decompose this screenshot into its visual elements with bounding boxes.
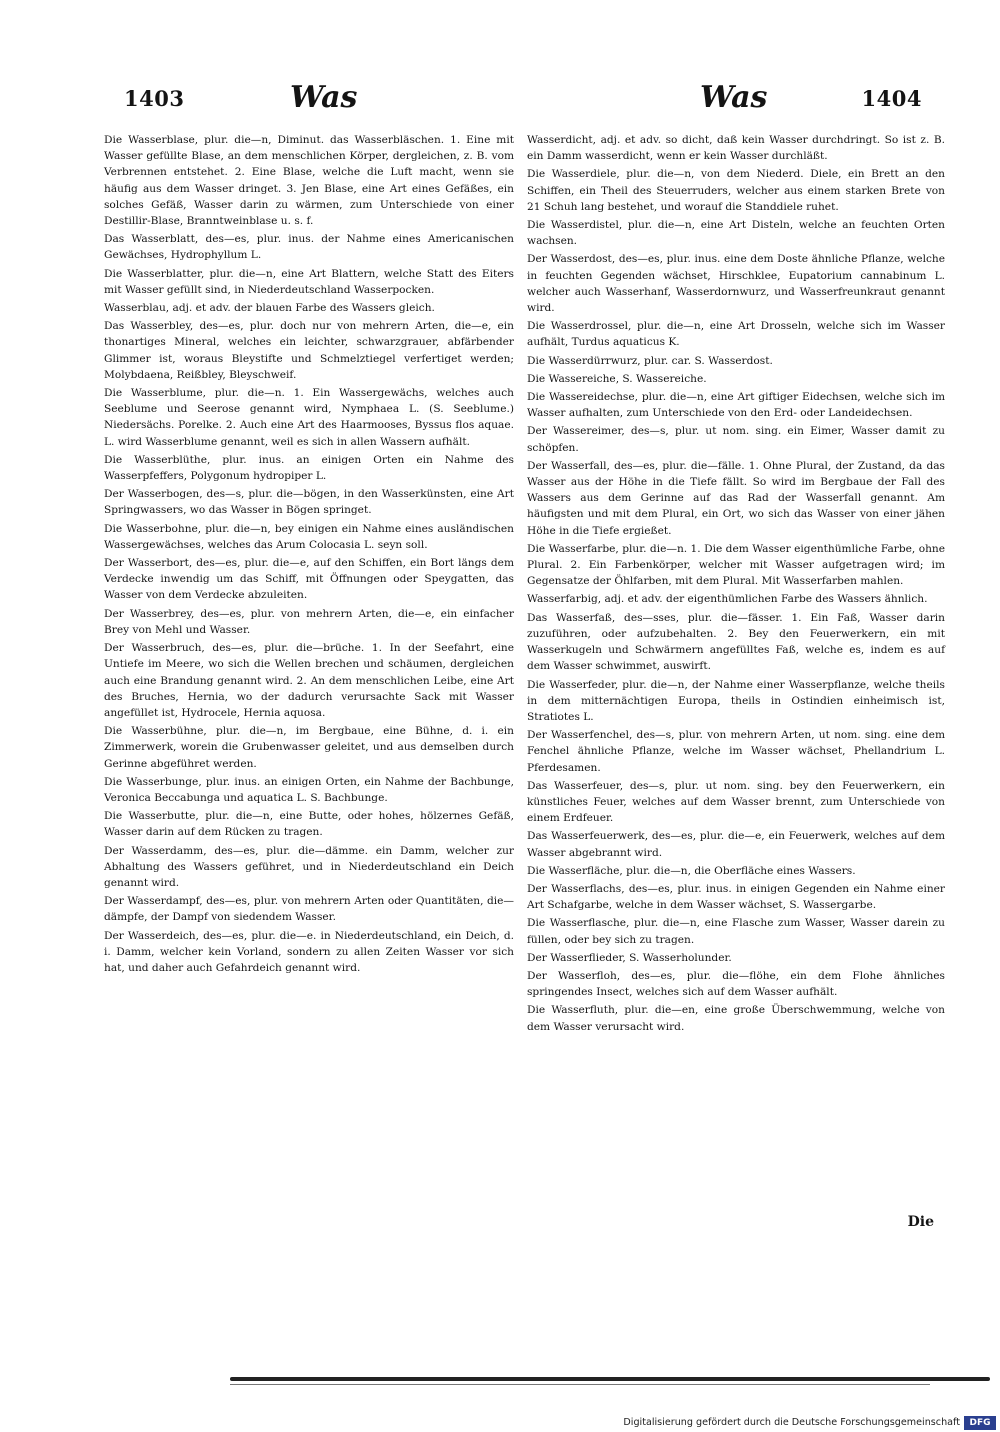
page-header	[0, 80, 1000, 126]
dictionary-entry: Die Wasserfeder, plur. die—n, der Nahme einer Wasserpflanze, welche theils in dem mitternächtigen Europa, theils in Ostindien einheimisch ist, Stratiotes L.	[527, 678, 945, 723]
dictionary-entry: Die Wasserfluth, plur. die—en, eine große Überschwemmung, welche von dem Wasser verursacht wird.	[527, 1004, 945, 1033]
dictionary-entry: Die Wasserdürrwurz, plur. car. S. Wasserdost.	[527, 354, 773, 367]
running-head-right: Was	[700, 80, 768, 115]
dictionary-entry: Die Wasserbohne, plur. die—n, bey einigen ein Nahme eines ausländischen Wassergewächses, welches das Arum Colocasia L. seyn soll.	[104, 522, 514, 551]
page-number-right: 1404	[861, 86, 922, 111]
dfg-logo: DFG	[964, 1416, 996, 1430]
dictionary-entry: Der Wasserdost, des—es, plur. inus. eine dem Doste ähnliche Pflanze, welche in feuchten Gegenden wächset, Hirschklee, Eupatorium cannabinum L. welcher auch Wasserhanf, Wasserdornwurz, und Wasserfreunkraut genannt wird.	[527, 253, 945, 315]
digitization-footer	[600, 1416, 1000, 1432]
dictionary-entry: Wasserblau, adj. et adv. der blauen Farbe des Wassers gleich.	[104, 302, 435, 315]
dictionary-entry: Wasserfarbig, adj. et adv. der eigenthümlichen Farbe des Wassers ähnlich.	[527, 593, 928, 606]
dictionary-entry: Die Wasserbühne, plur. die—n, im Bergbaue, eine Bühne, d. i. ein Zimmerwerk, worein die Grubenwasser geleitet, und aus demselben durch Gerinne abgeführet werden.	[104, 725, 514, 770]
dictionary-entry: Die Wasserflasche, plur. die—n, eine Flasche zum Wasser, Wasser darein zu füllen, oder bey sich zu tragen.	[527, 917, 945, 946]
bottom-rule-thin	[230, 1384, 930, 1385]
running-head-left: Was	[290, 80, 358, 115]
right-column	[527, 132, 945, 1037]
dictionary-entry: Die Wasserfarbe, plur. die—n. 1. Die dem Wasser eigenthümliche Farbe, ohne Plural. 2. Ein Farbenkörper, welcher mit Wasser aufgetragen wird; im Gegensatze der Öhlfarben, mit dem Plural. Mit Wasserfarben mahlen.	[527, 542, 945, 588]
dictionary-entry: Das Wasserblatt, des—es, plur. inus. der Nahme eines Americanischen Gewächses, Hydrophyllum L.	[104, 233, 514, 262]
dictionary-entry: Das Wasserfaß, des—sses, plur. die—fässer. 1. Ein Faß, Wasser darin zuzuführen, oder aufzubehalten. 2. Bey den Feuerwerkern, ein mit Wasserkugeln und Schwärmern angefülltes Faß, welche es, indem es auf dem Wasser schwimmet, auswirft.	[527, 611, 945, 673]
dictionary-entry: Der Wasserbruch, des—es, plur. die—brüche. 1. In der Seefahrt, eine Untiefe im Meere, wo sich die Wellen brechen und schäumen, dergleichen auch eine Brandung genannt wird. 2. An dem menschlichen Leibe, eine Art des Bruches, Hernia, wo der dadurch verursachte Sack mit Wasser angefüllet ist, Hydrocele, Hernia aquosa.	[104, 642, 514, 719]
dictionary-entry: Der Wasserfenchel, des—s, plur. von mehrern Arten, ut nom. sing. eine dem Fenchel ähnliche Pflanze, welche im Wasser wächset, Phellandrium L. Pferdesamen.	[527, 729, 945, 774]
dictionary-entry: Der Wasserbrey, des—es, plur. von mehrern Arten, die—e, ein einfacher Brey von Mehl und Wasser.	[104, 607, 514, 636]
dictionary-entry: Die Wasserblatter, plur. die—n, eine Art Blattern, welche Statt des Eiters mit Wasser gefüllt sind, in Niederdeutschland Wasserpocken.	[104, 267, 514, 296]
dictionary-entry: Die Wasserblume, plur. die—n. 1. Ein Wassergewächs, welches auch Seeblume und Seerose genannt wird, Nymphaea L. (S. Seeblume.) Niedersächs. Porelke. 2. Auch eine Art des Haarmooses, Byssus flos aquae. L. wird Wasserblume genannt, weil es sich in allen Wassern aufhält.	[104, 387, 514, 448]
dictionary-entry: Der Wasserfall, des—es, plur. die—fälle. 1. Ohne Plural, der Zustand, da das Wasser aus der Höhe in die Tiefe fällt. So wird im Bergbaue der Fall des Wassers aus dem Gerinne auf das Rad der Wasserfall genannt. Am häufigsten und mit dem Plural, ein Ort, wo sich das Wasser von einer jähen Höhe in die Tiefe ergießet.	[527, 459, 945, 537]
dictionary-entry: Wasserdicht, adj. et adv. so dicht, daß kein Wasser durchdringt. So ist z. B. ein Damm wasserdicht, wenn er kein Wasser durchläßt.	[527, 134, 945, 163]
footer-credit: Digitalisierung gefördert durch die Deutsche Forschungsgemeinschaft	[623, 1417, 960, 1428]
dictionary-entry: Der Wasserdeich, des—es, plur. die—e. in Niederdeutschland, ein Deich, d. i. Damm, welcher kein Vorland, sondern zu allen Zeiten Wasser vor sich hat, und daher auch Gefahrdeich genannt wird.	[104, 929, 514, 974]
dictionary-entry: Der Wassereimer, des—s, plur. ut nom. sing. ein Eimer, Wasser damit zu schöpfen.	[527, 425, 945, 454]
dictionary-entry: Die Wasserblase, plur. die—n, Diminut. das Wasserbläschen. 1. Eine mit Wasser gefüllte Blase, an dem menschlichen Körper, dergleichen, z. B. vom Verbrennen entstehet. 2. Eine Blase, welche die Luft macht, wenn sie häufig aus dem Wasser dringet. 3. Jen Blase, eine Art eines Gefäßes, ein solches Gefäß, Wasser darin zu wärmen, zum Unterschiede von einer Destillir-Blase, Branntweinblase u. s. f.	[104, 134, 514, 228]
left-column	[104, 132, 514, 978]
dictionary-entry: Die Wasserblüthe, plur. inus. an einigen Orten ein Nahme des Wasserpfeffers, Polygonum hydropiper L.	[104, 453, 514, 483]
dictionary-entry: Der Wasserflachs, des—es, plur. inus. in einigen Gegenden ein Nahme einer Art Schafgarbe, welche in dem Wasser wächset, S. Wassergarbe.	[527, 882, 945, 912]
dictionary-entry: Die Wasserbunge, plur. inus. an einigen Orten, ein Nahme der Bachbunge, Veronica Beccabunga und aquatica L. S. Bachbunge.	[104, 775, 514, 804]
bottom-rule	[230, 1377, 990, 1381]
dictionary-entry: Der Wasserdamm, des—es, plur. die—dämme. ein Damm, welcher zur Abhaltung des Wassers geführet, und in Niederdeutschland ein Deich genannt wird.	[104, 844, 514, 889]
dictionary-entry: Die Wasserdiele, plur. die—n, von dem Niederd. Diele, ein Brett an den Schiffen, ein Theil des Steuerruders, welcher aus einem starken Brete von 21 Schuh lang bestehet, und worauf die Standdiele ruhet.	[527, 168, 945, 213]
dictionary-entry: Das Wasserfeuer, des—s, plur. ut nom. sing. bey den Feuerwerkern, ein künstliches Feuer, welches auf dem Wasser brennt, zum Unterschiede von einem Erdfeuer.	[527, 779, 945, 825]
dictionary-entry: Die Wasserfläche, plur. die—n, die Oberfläche eines Wassers.	[527, 864, 856, 877]
dictionary-entry: Die Wasserbutte, plur. die—n, eine Butte, oder hohes, hölzernes Gefäß, Wasser darin auf dem Rücken zu tragen.	[104, 810, 514, 839]
dictionary-entry: Das Wasserbley, des—es, plur. doch nur von mehrern Arten, die—e, ein thonartiges Mineral, welches ein leichter, schwarzgrauer, abfärbender Glimmer ist, woraus Bleystifte und Schmelztiegel verfertiget werden; Molybdaena, Reißbley, Bleyschweif.	[104, 320, 514, 381]
dictionary-entry: Die Wasserdrossel, plur. die—n, eine Art Drosseln, welche sich im Wasser aufhält, Turdus aquaticus K.	[527, 320, 945, 349]
dictionary-entry: Die Wassereidechse, plur. die—n, eine Art giftiger Eidechsen, welche sich im Wasser aufhalten, zum Unterschiede von den Erd- oder Landeidechsen.	[527, 391, 945, 420]
dictionary-entry: Der Wasserbogen, des—s, plur. die—bögen, in den Wasserkünsten, eine Art Springwassers, wo das Wasser in Bögen springet.	[104, 488, 514, 517]
dictionary-entry: Der Wasserdampf, des—es, plur. von mehrern Arten oder Quantitäten, die—dämpfe, der Dampf von siedendem Wasser.	[104, 895, 514, 924]
catchword: Die	[907, 1214, 934, 1230]
page-number-left: 1403	[124, 86, 185, 111]
dictionary-entry: Der Wasserflieder, S. Wasserholunder.	[527, 951, 732, 964]
dictionary-entry: Die Wasserdistel, plur. die—n, eine Art Disteln, welche an feuchten Orten wachsen.	[527, 219, 945, 248]
dictionary-entry: Der Wasserbort, des—es, plur. die—e, auf den Schiffen, ein Bort längs dem Verdecke inwendig um das Schiff, mit Öffnungen oder Speygatten, das Wasser von dem Verdecke abzuleiten.	[104, 557, 514, 602]
dictionary-entry: Der Wasserfloh, des—es, plur. die—flöhe, ein dem Flohe ähnliches springendes Insect, welches sich auf dem Wasser aufhält.	[527, 969, 945, 999]
dictionary-entry: Das Wasserfeuerwerk, des—es, plur. die—e, ein Feuerwerk, welches auf dem Wasser abgebrannt wird.	[527, 830, 945, 859]
dictionary-entry: Die Wassereiche, S. Wassereiche.	[527, 372, 707, 385]
